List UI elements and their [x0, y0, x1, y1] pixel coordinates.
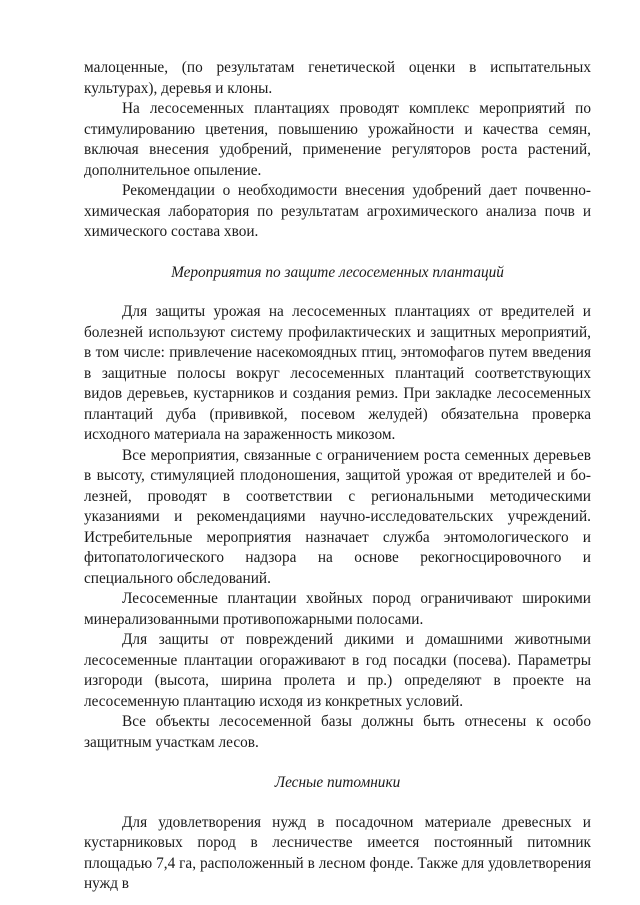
paragraph-flowering-stimulation: На лесосеменных плантациях проводят комплекс мероприятий по стимулированию цветения, повышению урожайности и качества семян, включая внесения удобрений, применение регуляторов роста растений, дополнительное опыление. — [84, 100, 591, 179]
section-heading-plantation-protection: Мероприятия по защите лесосеменных плантаций — [171, 263, 504, 281]
paragraph-culture-results: малоценные, (по результатам генетической оценки в испытательных культурах), деревья и клоны. — [84, 59, 591, 97]
paragraph-fencing: Для защиты от повреждений дикими и домашними животными лесосеменные плантации огораживают в год посадки (посева). Параметры изгороди (высота, ширина пролета и пр.) определяют в проекте на лесосеменную плантацию исходя из конкретных условий. — [84, 631, 591, 710]
spacer — [84, 753, 591, 773]
spacer — [84, 283, 591, 302]
paragraph-regional-guidelines: Все мероприятия, связанные с ограничением роста семенных деревьев в высоту, стимуляцией плодоношения, защитой урожая от вредителей и бо-лезней, проводят в соответствии с региональными методическими указаниями и рекомендациями научно-исследовательских учреждений. Истребительные мероприятия назначает служба энтомологического и фитопатологического надзора на основе рекогносцировочного и специального обследований. — [84, 446, 591, 587]
paragraph-fire-breaks: Лесосеменные плантации хвойных пород ограничивают широкими минерализованными противопожарными полосами. — [84, 590, 591, 628]
paragraph-fertilizer-recommendations: Рекомендации о необходимости внесения удобрений дает почвенно-химическая лаборатория по результатам агрохимического анализа почв и химического состава хвои. — [84, 182, 591, 240]
paragraph-protected-areas: Все объекты лесосеменной базы должны быть отнесены к особо защитным участкам лесов. — [84, 713, 591, 751]
spacer — [84, 794, 591, 813]
spacer — [84, 243, 591, 263]
paragraph-pest-protection: Для защиты урожая на лесосеменных плантациях от вредителей и болезней используют систему профилактических и защитных мероприятий, в том числе: привлечение насекомоядных птиц, энтомофагов путем введения в защитные полосы вокруг лесосеменных плантаций соответствующих видов деревьев, кустарников и создания ремиз. При закладке лесосеменных плантаций дуба (прививкой, посевом желудей) обязательна проверка исходного материала на зараженность микозом. — [84, 303, 591, 443]
paragraph-permanent-nursery: Для удовлетворения нужд в посадочном материале древесных и кустарниковых пород в лесничестве имеется постоянный питомник площадью 7,4 га, расположенный в лесном фонде. Также для удовлетворения нужд в — [84, 813, 591, 892]
section-heading-forest-nurseries: Лесные питомники — [274, 774, 401, 791]
document-body — [84, 58, 591, 895]
